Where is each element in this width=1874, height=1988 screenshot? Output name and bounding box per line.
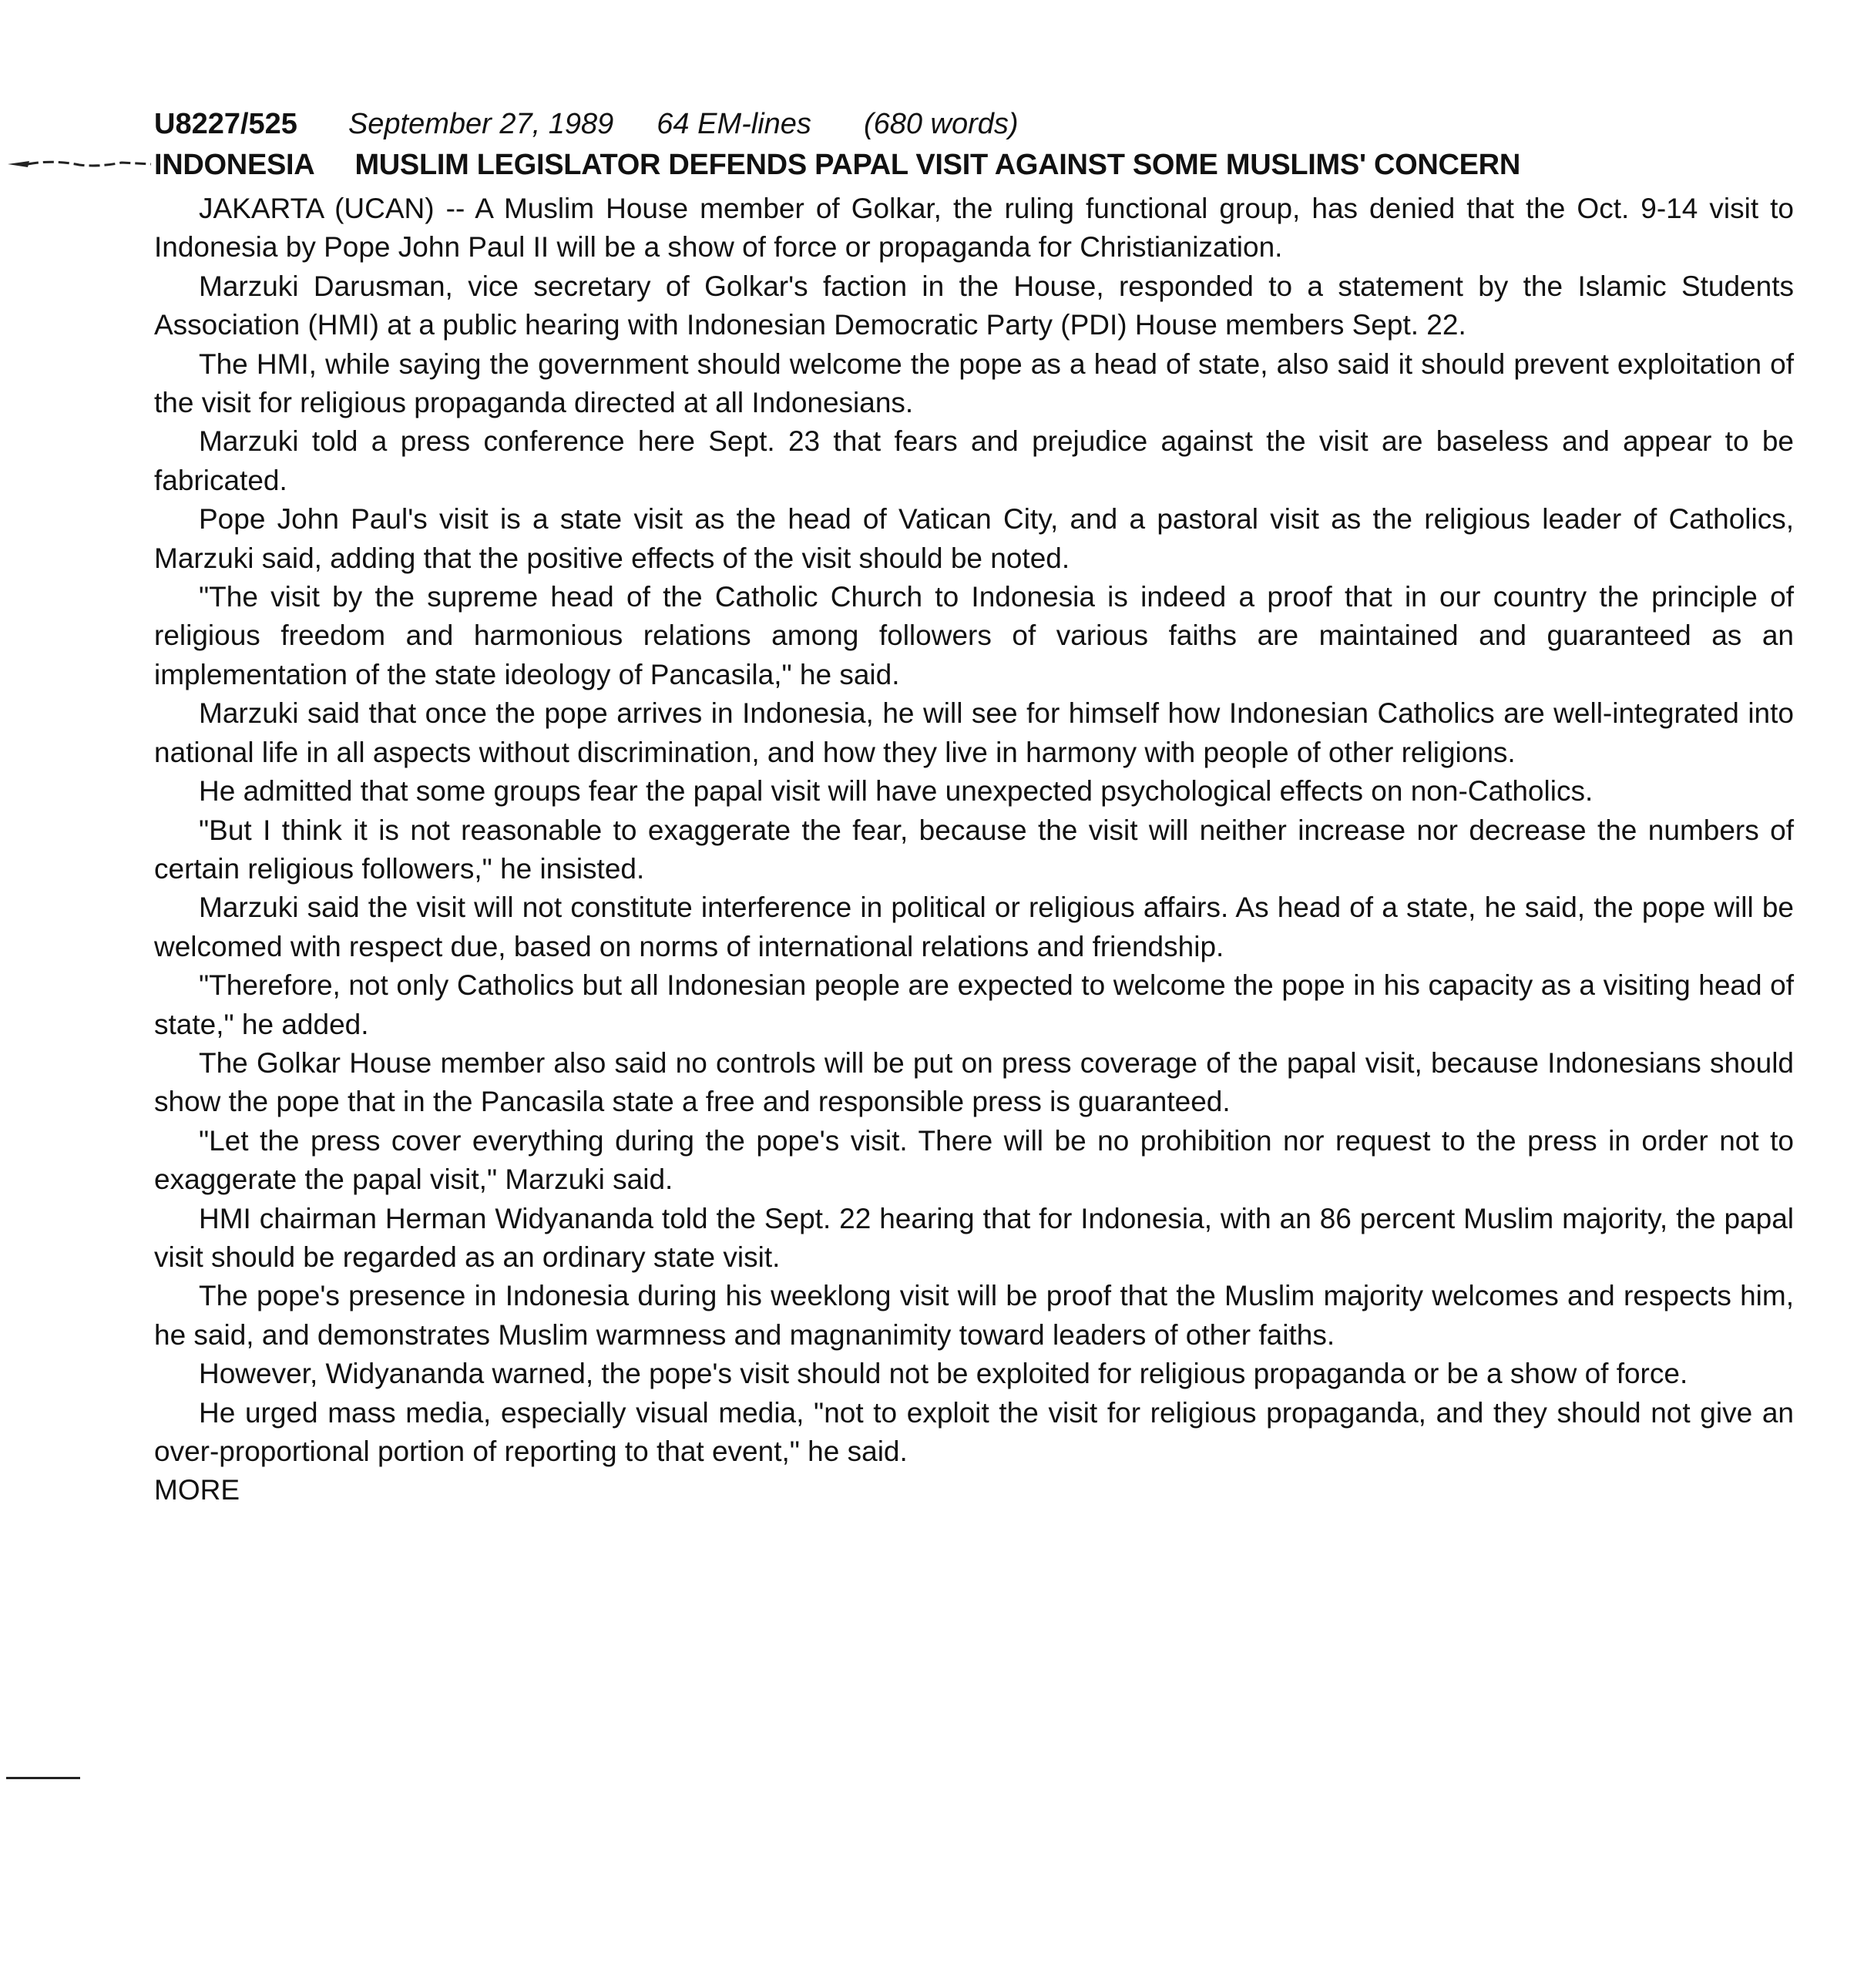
paragraph-15: The pope's presence in Indonesia during his weeklong visit will be proof that the Muslim majority welcomes and respects him, he said, and demonstrates Muslim warmness and magnanimity toward leaders of other faiths. xyxy=(154,1280,1794,1351)
story-line-count: 64 EM-lines xyxy=(657,108,811,140)
margin-mark xyxy=(6,1777,80,1779)
paragraph-11: "Therefore, not only Catholics but all Indonesian people are expected to welcome the pope in his capacity as a visiting head of state," he added. xyxy=(154,969,1794,1040)
paragraph-7: Marzuki said that once the pope arrives in Indonesia, he will see for himself how Indonesian Catholics are well-integrated into national life in all aspects without discrimination, and how they live in harmony with people of other religions. xyxy=(154,697,1794,768)
paragraph-6: "The visit by the supreme head of the Catholic Church to Indonesia is indeed a proof that in our country the principle of religious freedom and harmonious relations among followers of various faiths are maintained and guaranteed as an implementation of the state ideology of Pancasila," he said. xyxy=(154,581,1794,690)
paragraph-2: Marzuki Darusman, vice secretary of Golkar's faction in the House, responded to a statement by the Islamic Students Association (HMI) at a public hearing with Indonesian Democratic Party (PDI) House members Sept. 22. xyxy=(154,270,1794,341)
paragraph-16: However, Widyananda warned, the pope's visit should not be exploited for religious propaganda or be a show of force. xyxy=(199,1358,1688,1390)
more-marker: MORE xyxy=(154,1474,240,1506)
paragraph-17: He urged mass media, especially visual media, "not to exploit the visit for religious propaganda, and they should not give an over-proportional portion of reporting to that event," he said. xyxy=(154,1396,1794,1467)
paragraph-12: The Golkar House member also said no controls will be put on press coverage of the papal visit, because Indonesians should show the pope that in the Pancasila state a free and responsible press is guaranteed. xyxy=(154,1046,1794,1118)
story-date: September 27, 1989 xyxy=(348,108,614,140)
paragraph-3: The HMI, while saying the government should welcome the pope as a head of state, also said it should prevent exploitation of the visit for religious propaganda directed at all Indonesians. xyxy=(154,348,1794,419)
headline-title: MUSLIM LEGISLATOR DEFENDS PAPAL VISIT AGAINST SOME MUSLIMS' CONCERN xyxy=(354,149,1520,181)
story-headline xyxy=(154,149,1520,182)
story-header xyxy=(154,108,1019,141)
handwritten-arrow-mark xyxy=(6,156,153,172)
paragraph-4: Marzuki told a press conference here Sept. 23 that fears and prejudice against the visit are baseless and appear to be fabricated. xyxy=(154,425,1794,496)
paragraph-14: HMI chairman Herman Widyananda told the Sept. 22 hearing that for Indonesia, with an 86 percent Muslim majority, the papal visit should be regarded as an ordinary state visit. xyxy=(154,1202,1794,1273)
headline-country: INDONESIA xyxy=(154,149,315,181)
story-word-count: (680 words) xyxy=(863,108,1019,140)
paragraph-8: He admitted that some groups fear the papal visit will have unexpected psychological effects on non-Catholics. xyxy=(199,775,1594,808)
paragraph-1: JAKARTA (UCAN) -- A Muslim House member of Golkar, the ruling functional group, has denied that the Oct. 9-14 visit to Indonesia by Pope John Paul II will be a show of force or propaganda for Christianization. xyxy=(154,193,1794,264)
paragraph-5: Pope John Paul's visit is a state visit as the head of Vatican City, and a pastoral visit as the religious leader of Catholics, Marzuki said, adding that the positive effects of the visit should be noted. xyxy=(154,503,1794,574)
paragraph-9: "But I think it is not reasonable to exaggerate the fear, because the visit will neither increase nor decrease the numbers of certain religious followers," he insisted. xyxy=(154,814,1794,885)
paragraph-13: "Let the press cover everything during the pope's visit. There will be no prohibition nor request to the press in order not to exaggerate the papal visit," Marzuki said. xyxy=(154,1124,1794,1196)
paragraph-10: Marzuki said the visit will not constitute interference in political or religious affairs. As head of a state, he said, the pope will be welcomed with respect due, based on norms of international relations and friendship. xyxy=(154,892,1794,962)
story-body xyxy=(154,190,1794,1510)
story-slug: U8227/525 xyxy=(154,108,297,140)
